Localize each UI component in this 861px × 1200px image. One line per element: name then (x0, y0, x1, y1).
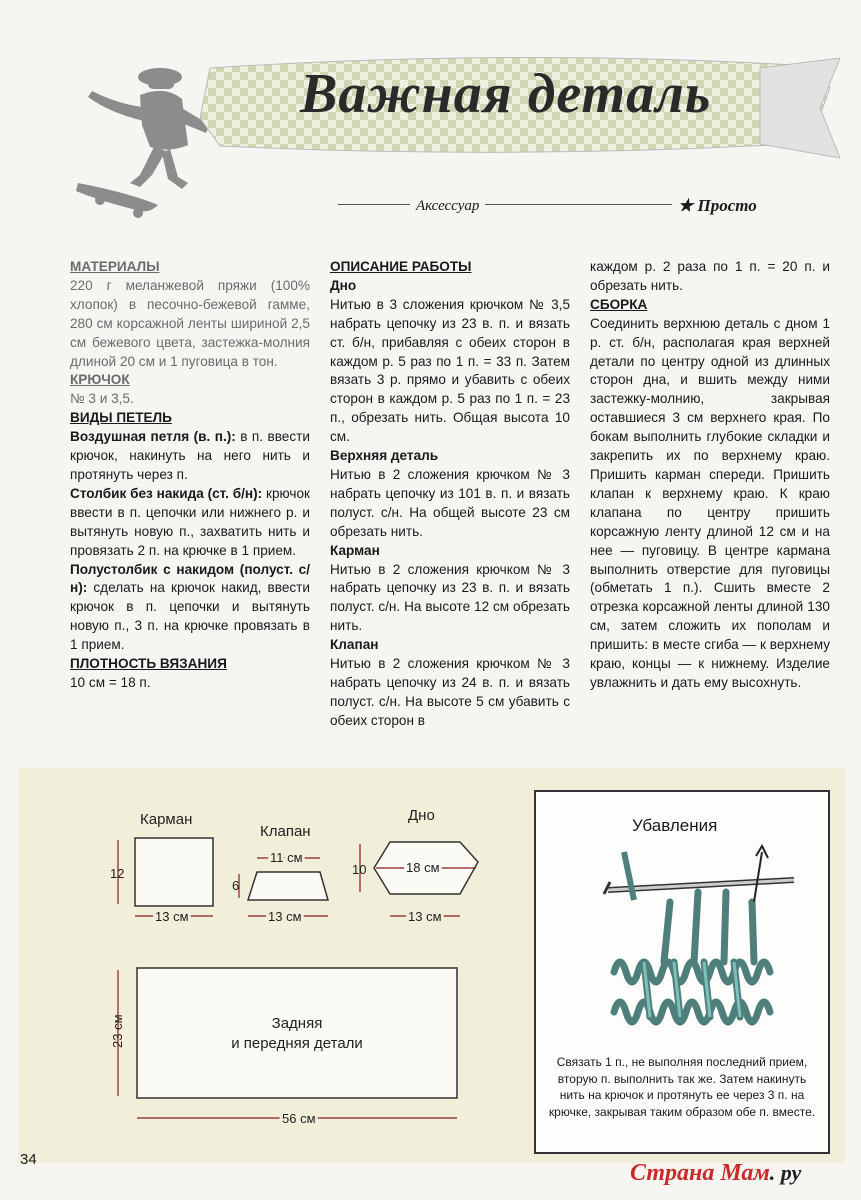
stitch-item (70, 485, 310, 561)
flap-shape (248, 872, 328, 900)
column-3 (590, 258, 830, 693)
decrease-box (534, 790, 830, 1154)
pocket-label: Карман (140, 811, 193, 828)
section-text: Нитью в 2 сложения крючком № 3 набрать цепочку из 23 в. п. и вязать полуст. с/н. На высоте 12 см обрезать нить. (330, 561, 570, 634)
flap-top: 11 см (270, 850, 303, 865)
pattern-diagrams (90, 800, 530, 1140)
decrease-stitch-illustration (584, 842, 804, 1042)
main-shape (137, 968, 457, 1098)
gauge-heading: ПЛОТНОСТЬ ВЯЗАНИЯ (70, 656, 227, 672)
flap-height: 6 (232, 878, 240, 893)
section-title: Клапан (330, 637, 379, 653)
bottom-inner: 18 см (406, 860, 440, 875)
column-2 (330, 258, 570, 731)
assembly-heading: СБОРКА (590, 296, 648, 312)
assembly-text: Соединить верхнюю деталь с дном 1 р. ст. б/н, располагая края верхней детали по центру одной из длинных сторон дна, и вшить между ними застежку-молнию, закрывая оставшиеся 3 см верхнего края. По бокам выполнить глубокие складки и закрепить их по верхнему краю. Пришить карман спереди. Пришить клапан к верхнему краю. К краю клапана по центру пришить корсажную ленту длиной 12 см и на нее — пуговицу. В центре кармана выполнить отверстие для пуговицы (обметать 1 п.). Сшить вместе 2 отрезка корсажной ленты длиной 130 см, затем сложить их пополам и пришить: в месте сгиба — к верхнему краю, концы — к нижнему. Изделие увлажнить и дать ему высохнуть. (590, 315, 830, 690)
page-number: 34 (20, 1151, 37, 1168)
section-text: Нитью в 3 сложения крючком № 3,5 набрать цепочку из 23 в. п. и вязать ст. б/н, прибавляя с обеих сторон в каждом р. 5 раз по 1 п. = 33 п. Затем вязать 3 р. прямо и убавить с обеих сторон в каждом р. 5 раз по 1 п. = 23 п., обрезать нить. Общая высота 10 см. (330, 296, 570, 445)
watermark-red: Страна Мам (630, 1160, 770, 1186)
pocket-width: 13 см (155, 909, 189, 924)
flap-label: Клапан (260, 823, 311, 840)
section-title: Верхняя деталь (330, 448, 439, 464)
main-height: 23 см (110, 1014, 125, 1048)
hook-heading: КРЮЧОК (70, 372, 130, 388)
materials-heading: МАТЕРИАЛЫ (70, 259, 160, 274)
watermark (630, 1160, 801, 1187)
main-width: 56 см (282, 1111, 316, 1126)
stitch-item (70, 428, 310, 485)
stitch-term: Воздушная петля (в. п.): (70, 429, 236, 445)
stitches-heading: ВИДЫ ПЕТЕЛЬ (70, 410, 172, 426)
section-title: Карман (330, 542, 380, 558)
hook-text: № 3 и 3,5. (70, 391, 134, 407)
flap-bottom: 13 см (268, 909, 302, 924)
gauge-text: 10 см = 18 п. (70, 674, 151, 690)
category-label: Аксессуар (410, 198, 485, 215)
stitch-item (70, 561, 310, 656)
decrease-caption: Связать 1 п., не выполняя последний прием, вторую п. выполнить так же. Затем накинуть нить на крючок и протянуть ее через 3 п. на крючке, закрывая таким образом обе п. вместе. (548, 1055, 816, 1119)
materials-text: 220 г меланжевой пряжи (100% хлопок) в песочно-бежевой гамме, 280 см корсажной ленты шириной 2,5 см бежевого цвета, застежка-молния длиной 20 см и 1 пуговица в тон. (70, 277, 310, 369)
stitch-term: Полустолбик с накидом (полуст. с/н): (70, 561, 310, 596)
continued-text: каждом р. 2 раза по 1 п. = 20 п. и обрезать нить. (590, 259, 830, 293)
column-1 (70, 258, 310, 693)
section-text: Нитью в 2 сложения крючком № 3 набрать цепочку из 101 в. п. и вязать полуст. с/н. На общей высоте 23 см обрезать нить. (330, 466, 570, 539)
bottom-width: 13 см (408, 909, 442, 924)
pocket-height: 12 (110, 866, 125, 881)
watermark-dark: . ру (769, 1160, 802, 1185)
page-title: Важная деталь (300, 63, 712, 125)
decrease-title: Убавления (632, 816, 718, 835)
section-text: Нитью в 2 сложения крючком № 3 набрать цепочку из 24 в. п. и вязать полуст. с/н. На высоте 5 см убавить с обеих сторон в (330, 656, 570, 728)
main-label-1: Задняя (271, 1015, 323, 1032)
stitch-text: в п. ввести крючок, накинуть на него нить и протянуть через п. (70, 429, 310, 482)
work-heading: ОПИСАНИЕ РАБОТЫ (330, 259, 472, 274)
stitch-text: сделать на крючок накид, ввести крючок в п. цепочки и вытянуть новую п., 3 п. на крючке провязать в 1 прием. (70, 580, 310, 653)
bottom-height: 10 (352, 862, 367, 877)
stitch-text: крючок ввести в п. цепочки или нижнего р. и вытянуть новую п., захватить нить и провязать 2 п. на крючке в 1 прием. (70, 485, 310, 558)
pocket-shape (135, 838, 213, 906)
stitch-term: Столбик без накида (ст. б/н): (70, 485, 263, 501)
main-label-2: и передняя детали (231, 1035, 363, 1052)
section-title: Дно (330, 277, 357, 293)
difficulty-label: ★ Просто (672, 196, 763, 216)
bottom-label: Дно (408, 807, 435, 824)
